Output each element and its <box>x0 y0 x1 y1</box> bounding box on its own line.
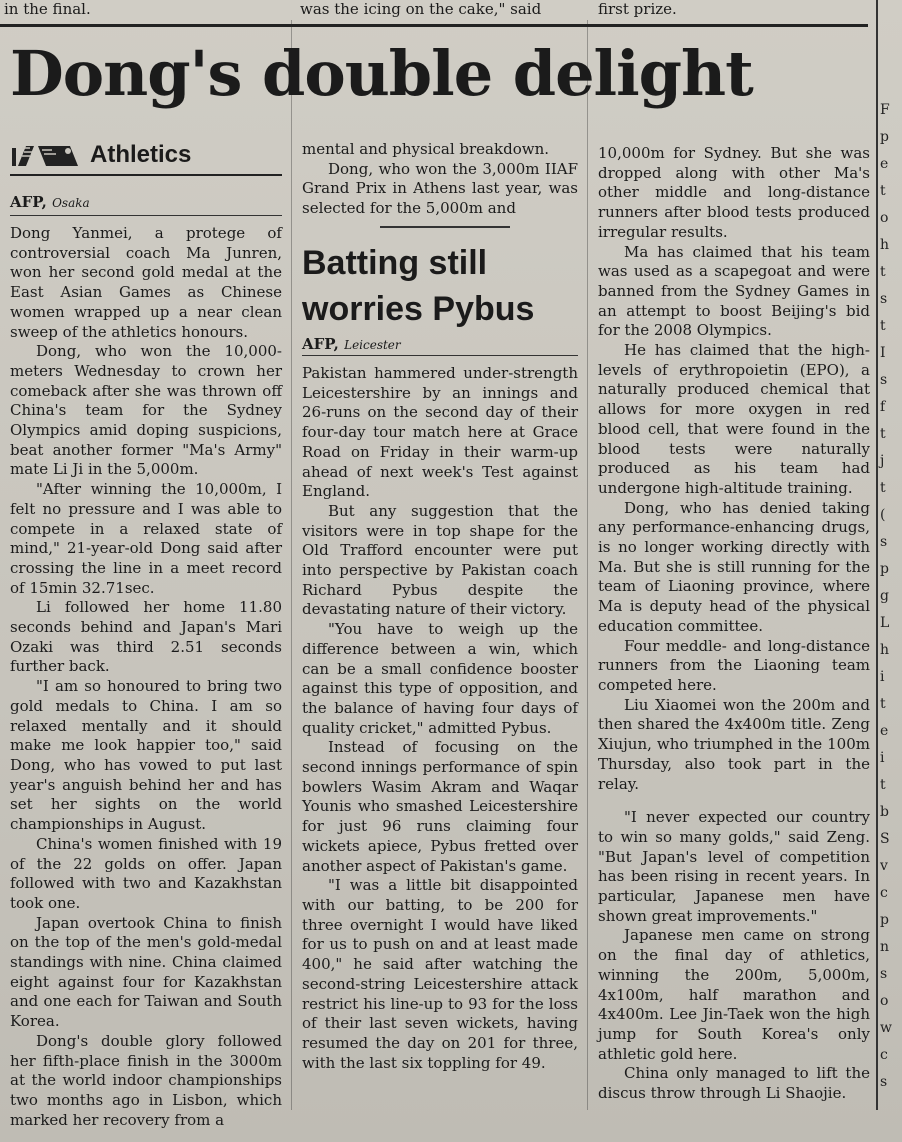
top-rule <box>0 24 868 27</box>
paragraph: But any suggestion that the visitors were in top shape for the Old Trafford encounter were put into perspective by Pakistan coach Richard Pybus despite the devastating nature of their victory. <box>302 501 578 619</box>
right-edge-letter: b <box>880 804 889 820</box>
byline-place: Osaka <box>52 196 90 210</box>
paragraph: Li followed her home 11.80 seconds behind and Japan's Mari Ozaki was third 2.51 seconds further back. <box>10 598 282 676</box>
right-edge-letter: t <box>880 696 886 712</box>
right-edge-letter: o <box>880 210 889 226</box>
paragraph: "After winning the 10,000m, I felt no pressure and I was able to compete in a relaxed state of mind," 21-year-old Dong said after crossing the line in a meet record of 15min 32.71sec. <box>10 480 282 597</box>
right-edge-letter: t <box>880 318 886 334</box>
byline-rule <box>10 215 282 216</box>
right-edge-letter: c <box>880 1047 888 1063</box>
paragraph: China's women finished with 19 of the 22 golds on offer. Japan followed with two and Kazakhstan took one. <box>10 834 282 912</box>
top-fragment-right: first prize. <box>598 0 677 18</box>
byline-place: Leicester <box>344 338 401 352</box>
top-fragment-left: in the final. <box>4 0 91 18</box>
right-edge-letter: f <box>880 399 886 415</box>
column-gutter <box>587 20 588 1110</box>
right-edge-letter: ( <box>880 507 886 523</box>
article-column-1 <box>10 224 282 1130</box>
right-edge-letter: s <box>880 966 888 982</box>
right-edge-letter: p <box>880 129 889 145</box>
headline: Dong's double delight <box>10 37 753 110</box>
right-edge-letter: n <box>880 939 890 955</box>
right-edge-letter: s <box>880 1074 888 1090</box>
paragraph: "I never expected our country to win so many golds," said Zeng. "But Japan's level of competition has been rising in recent years. In particular, Japanese men have shown great improvements." <box>598 808 870 925</box>
paragraph: Dong's double glory followed her fifth-place finish in the 3000m at the world indoor championships two months ago in Lisbon, which marked her recovery from a <box>10 1031 282 1129</box>
right-edge-letter: t <box>880 426 886 442</box>
paragraph: Dong, who has denied taking any performance-enhancing drugs, is no longer working directly with Ma. But she is still running for the team of Liaoning province, where Ma is deputy head of the physical education committee. <box>598 498 870 635</box>
right-edge-letter: t <box>880 183 886 199</box>
right-edge-letter: e <box>880 723 889 739</box>
article-2-column <box>302 364 578 1073</box>
paragraph: mental and physical breakdown. <box>302 140 549 158</box>
paragraph: Instead of focusing on the second innings performance of spin bowlers Wasim Akram and Waqar Younis who smashed Leicestershire for just 96 runs claiming four wickets apiece, Pybus fretted over another aspect of Pakistan's game. <box>302 738 578 875</box>
byline-agency: AFP, <box>302 335 339 353</box>
paragraph: Japan overtook China to finish on the top of the men's gold-medal standings with nine. China claimed eight against four for Kazakhstan and one each for Taiwan and South Korea. <box>10 913 282 1031</box>
right-edge-letter: t <box>880 480 886 496</box>
right-edge-letter: t <box>880 264 886 280</box>
article-column-2-top <box>302 140 578 219</box>
column-gutter <box>291 20 292 1110</box>
paragraph: "You have to weigh up the difference between a win, which can be a small confidence booster against this type of opposition, and the balance of having four days of quality cricket," admitted Pybus. <box>302 620 578 737</box>
right-edge-letter: i <box>880 669 885 685</box>
paragraph: Dong, who won the 3,000m IIAF Grand Prix in Athens last year, was selected for the 5,000m and <box>302 159 578 218</box>
article-separator <box>380 226 510 228</box>
right-edge-letter: w <box>880 1020 892 1036</box>
paragraph: "I was a little bit disappointed with our batting, to be 200 for three overnight I would have liked for us to push on and at least made 400," he said after watching the second-string Leicestershire attack restrict his line-up to 93 for the loss of their last seven wickets, having resumed the day on 201 for three, with the last six toppling for 49. <box>302 876 578 1072</box>
right-edge-letter: S <box>880 831 890 847</box>
article-2-headline: Batting still worries Pybus <box>302 244 535 328</box>
paragraph: "I am so honoured to bring two gold medals to China. I am so relaxed mentally and it should make me look happier too," said Dong, who has vowed to put last year's anguish behind her and has set her sights on the world championships in August. <box>10 677 282 834</box>
paragraph: Four meddle- and long-distance runners from the Liaoning team competed here. <box>598 636 870 694</box>
right-edge-letter: p <box>880 912 889 928</box>
paragraph: Ma has claimed that his team was used as a scapegoat and were banned from the Sydney Games in an attempt to boost Beijing's bid for the 2008 Olympics. <box>598 242 870 340</box>
paragraph: Liu Xiaomei won the 200m and then shared the 4x400m title. Zeng Xiujun, who triumphed in the 100m Thursday, also took part in the relay. <box>598 695 870 793</box>
right-edge-letter: s <box>880 534 888 550</box>
byline-rule <box>302 355 578 356</box>
top-fragment-middle: was the icing on the cake," said <box>300 0 542 18</box>
right-edge-letter: L <box>880 615 890 631</box>
article-column-3 <box>598 144 870 1104</box>
right-edge-letter: o <box>880 993 889 1009</box>
section-header <box>10 138 282 176</box>
right-edge-letter: h <box>880 642 890 658</box>
paragraph: Dong Yanmei, a protege of controversial coach Ma Junren, won her second gold medal at the East Asian Games as Chinese women wrapped up a near clean sweep of the athletics honours. <box>10 224 282 341</box>
right-edge-letter: s <box>880 372 888 388</box>
paragraph: Pakistan hammered under-strength Leicestershire by an innings and 26-runs on the second day of their four-day tour match here at Grace Road on Friday in their warm-up ahead of next week's Test against England. <box>302 364 578 501</box>
right-column-rule <box>876 0 878 1110</box>
section-label: Athletics <box>90 141 192 168</box>
right-edge-letter: F <box>880 102 890 118</box>
right-edge-letter: e <box>880 156 889 172</box>
right-edge-letter: s <box>880 291 888 307</box>
right-edge-letter: c <box>880 885 888 901</box>
byline-agency: AFP, <box>10 193 47 211</box>
right-edge-letter: i <box>880 750 885 766</box>
article-2-byline <box>302 334 401 355</box>
byline <box>10 192 90 213</box>
right-edge-letter: p <box>880 561 889 577</box>
athletics-hurdler-icon <box>12 142 84 170</box>
right-edge-letter: v <box>880 858 888 874</box>
paragraph: Dong, who won the 10,000-meters Wednesday to crown her comeback after she was thrown off China's team for the Sydney Olympics amid doping suspicions, beat another former "Ma's Army" mate Li Ji in the 5,000m. <box>10 342 282 479</box>
paragraph: He has claimed that the high-levels of erythropoietin (EPO), a naturally produced chemical that allows for more oxygen in red blood cell, that were found in the blood tests were naturally produced as his team had undergone high-altitude training. <box>598 341 870 497</box>
right-edge-letter: h <box>880 237 890 253</box>
right-edge-letter: t <box>880 777 886 793</box>
paragraph: 10,000m for Sydney. But she was dropped along with other Ma's other middle and long-distance runners after blood tests produced irregular results. <box>598 144 870 241</box>
right-edge-letter: g <box>880 588 889 604</box>
paragraph: China only managed to lift the discus throw through Li Shaojie. <box>598 1064 870 1103</box>
right-edge-letter: I <box>880 345 886 361</box>
paragraph: Japanese men came on strong on the final day of athletics, winning the 200m, 5,000m, 4x100m, half marathon and 4x400m. Lee Jin-Taek won the high jump for South Korea's only athletic gold here. <box>598 926 870 1063</box>
right-edge-letter: j <box>880 453 885 469</box>
